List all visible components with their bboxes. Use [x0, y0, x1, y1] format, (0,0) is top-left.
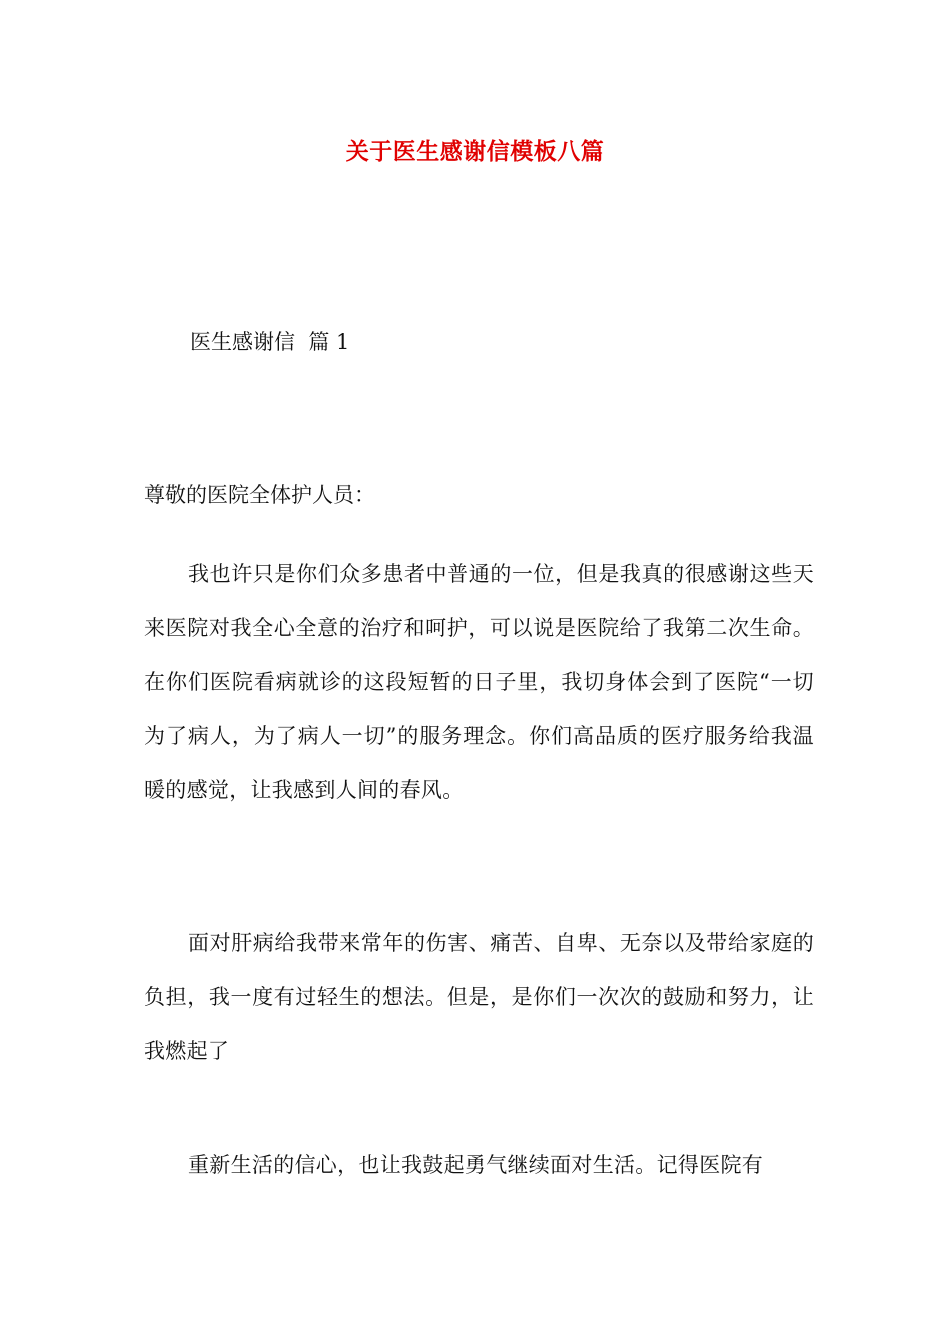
section-heading: 医生感谢信 篇 1 [190, 330, 350, 354]
paragraph: 重新生活的信心，也让我鼓起勇气继续面对生活。记得医院有 [188, 1153, 764, 1177]
salutation: 尊敬的医院全体护人员： [144, 483, 375, 507]
paragraph: 面对肝病给我带来常年的伤害、痛苦、自卑、无奈以及带给家庭的负担，我一度有过轻生的想法。但是，是你们一次次的鼓励和努力，让我燃起了 [144, 931, 814, 1063]
paragraph: 我也许只是你们众多患者中普通的一位，但是我真的很感谢这些天来医院对我全心全意的治疗和呵护，可以说是医院给了我第二次生命。在你们医院看病就诊的这段短暂的日子里，我切身体会到了医院“一切为了病人，为了病人一切”的服务理念。你们高品质的医疗服务给我温暖的感觉，让我感到人间的春风。 [144, 562, 814, 802]
document-title: 关于医生感谢信模板八篇 [345, 138, 605, 165]
